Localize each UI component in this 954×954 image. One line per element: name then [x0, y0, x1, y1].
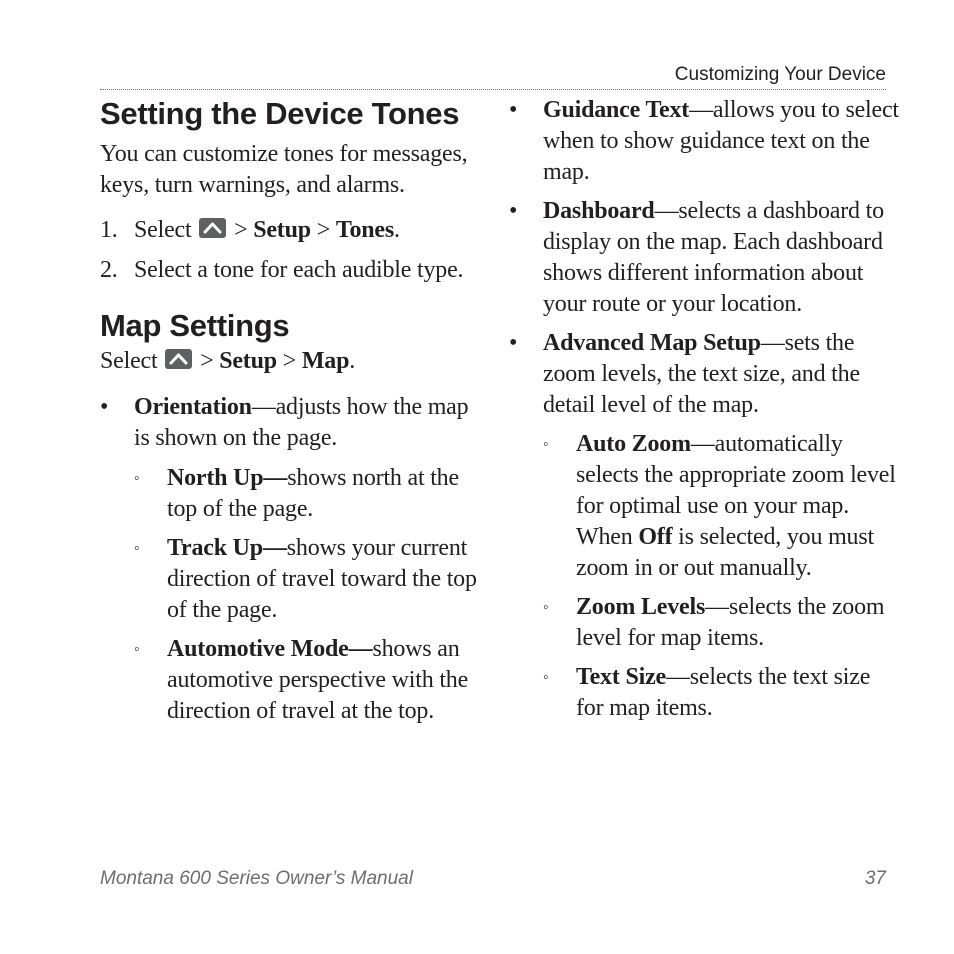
sub-bullet-mark: ◦	[543, 436, 549, 453]
list-item-text: Text Size—selects the text size for map items.	[576, 664, 871, 721]
sub-bullet-mark: ◦	[134, 540, 140, 557]
list-item-advanced-map-setup	[509, 328, 899, 421]
section-heading-tones: Setting the Device Tones	[100, 96, 460, 131]
list-item-auto-zoom	[543, 429, 899, 584]
step-number: 2.	[100, 257, 118, 283]
left-column	[100, 90, 480, 727]
list-item-automotive-mode	[134, 634, 480, 727]
list-item-guidance-text	[509, 95, 899, 188]
page-number: 37	[864, 868, 886, 889]
list-item-text: Track Up—shows your current direction of travel toward the top of the page.	[167, 535, 477, 623]
step-1	[100, 215, 480, 246]
list-item-text: Automotive Mode—shows an automotive perspective with the direction of travel at the top.	[167, 636, 469, 724]
step-2	[100, 255, 480, 286]
bullet-mark: •	[509, 97, 518, 123]
home-icon	[165, 349, 192, 369]
list-item-text: North Up—shows north at the top of the page.	[167, 465, 459, 522]
list-item-track-up	[134, 533, 480, 626]
home-icon	[199, 218, 226, 238]
step-number: 1.	[100, 217, 118, 243]
bullet-mark: •	[509, 198, 518, 224]
list-item-orientation	[100, 392, 480, 454]
list-item-text: Dashboard—selects a dashboard to display on the map. Each dashboard shows different information about your route or your location.	[543, 198, 884, 317]
list-item-north-up	[134, 463, 480, 525]
running-head: Customizing Your Device	[674, 64, 886, 85]
list-item-dashboard	[509, 196, 899, 320]
list-item-text: Advanced Map Setup—sets the zoom levels, the text size, and the detail level of the map.	[543, 330, 860, 418]
list-item-zoom-levels	[543, 592, 899, 654]
list-item-text: Auto Zoom—automatically selects the appropriate zoom level for optimal use on your map. When Off is selected, you must zoom in or out manually.	[576, 431, 896, 581]
bullet-mark: •	[509, 330, 518, 356]
map-select-instruction: Select > Setup > Map.	[100, 348, 356, 374]
sub-bullet-mark: ◦	[134, 470, 140, 487]
list-item-text: Zoom Levels—selects the zoom level for map items.	[576, 594, 885, 651]
list-item-text-size	[543, 662, 899, 724]
tones-intro: You can customize tones for messages, keys, turn warnings, and alarms.	[100, 141, 468, 198]
list-item-text: Orientation—adjusts how the map is shown on the page.	[134, 394, 469, 451]
footer-manual-title: Montana 600 Series Owner’s Manual	[100, 868, 413, 889]
step-text: Select > Setup > Tones.	[134, 217, 400, 243]
bullet-mark: •	[100, 394, 109, 420]
list-item-text: Guidance Text—allows you to select when to show guidance text on the map.	[543, 97, 899, 185]
sub-bullet-mark: ◦	[543, 669, 549, 686]
sub-bullet-mark: ◦	[543, 599, 549, 616]
step-text: Select a tone for each audible type.	[134, 257, 464, 283]
sub-bullet-mark: ◦	[134, 641, 140, 658]
section-heading-map: Map Settings	[100, 308, 290, 343]
right-column	[509, 90, 899, 724]
